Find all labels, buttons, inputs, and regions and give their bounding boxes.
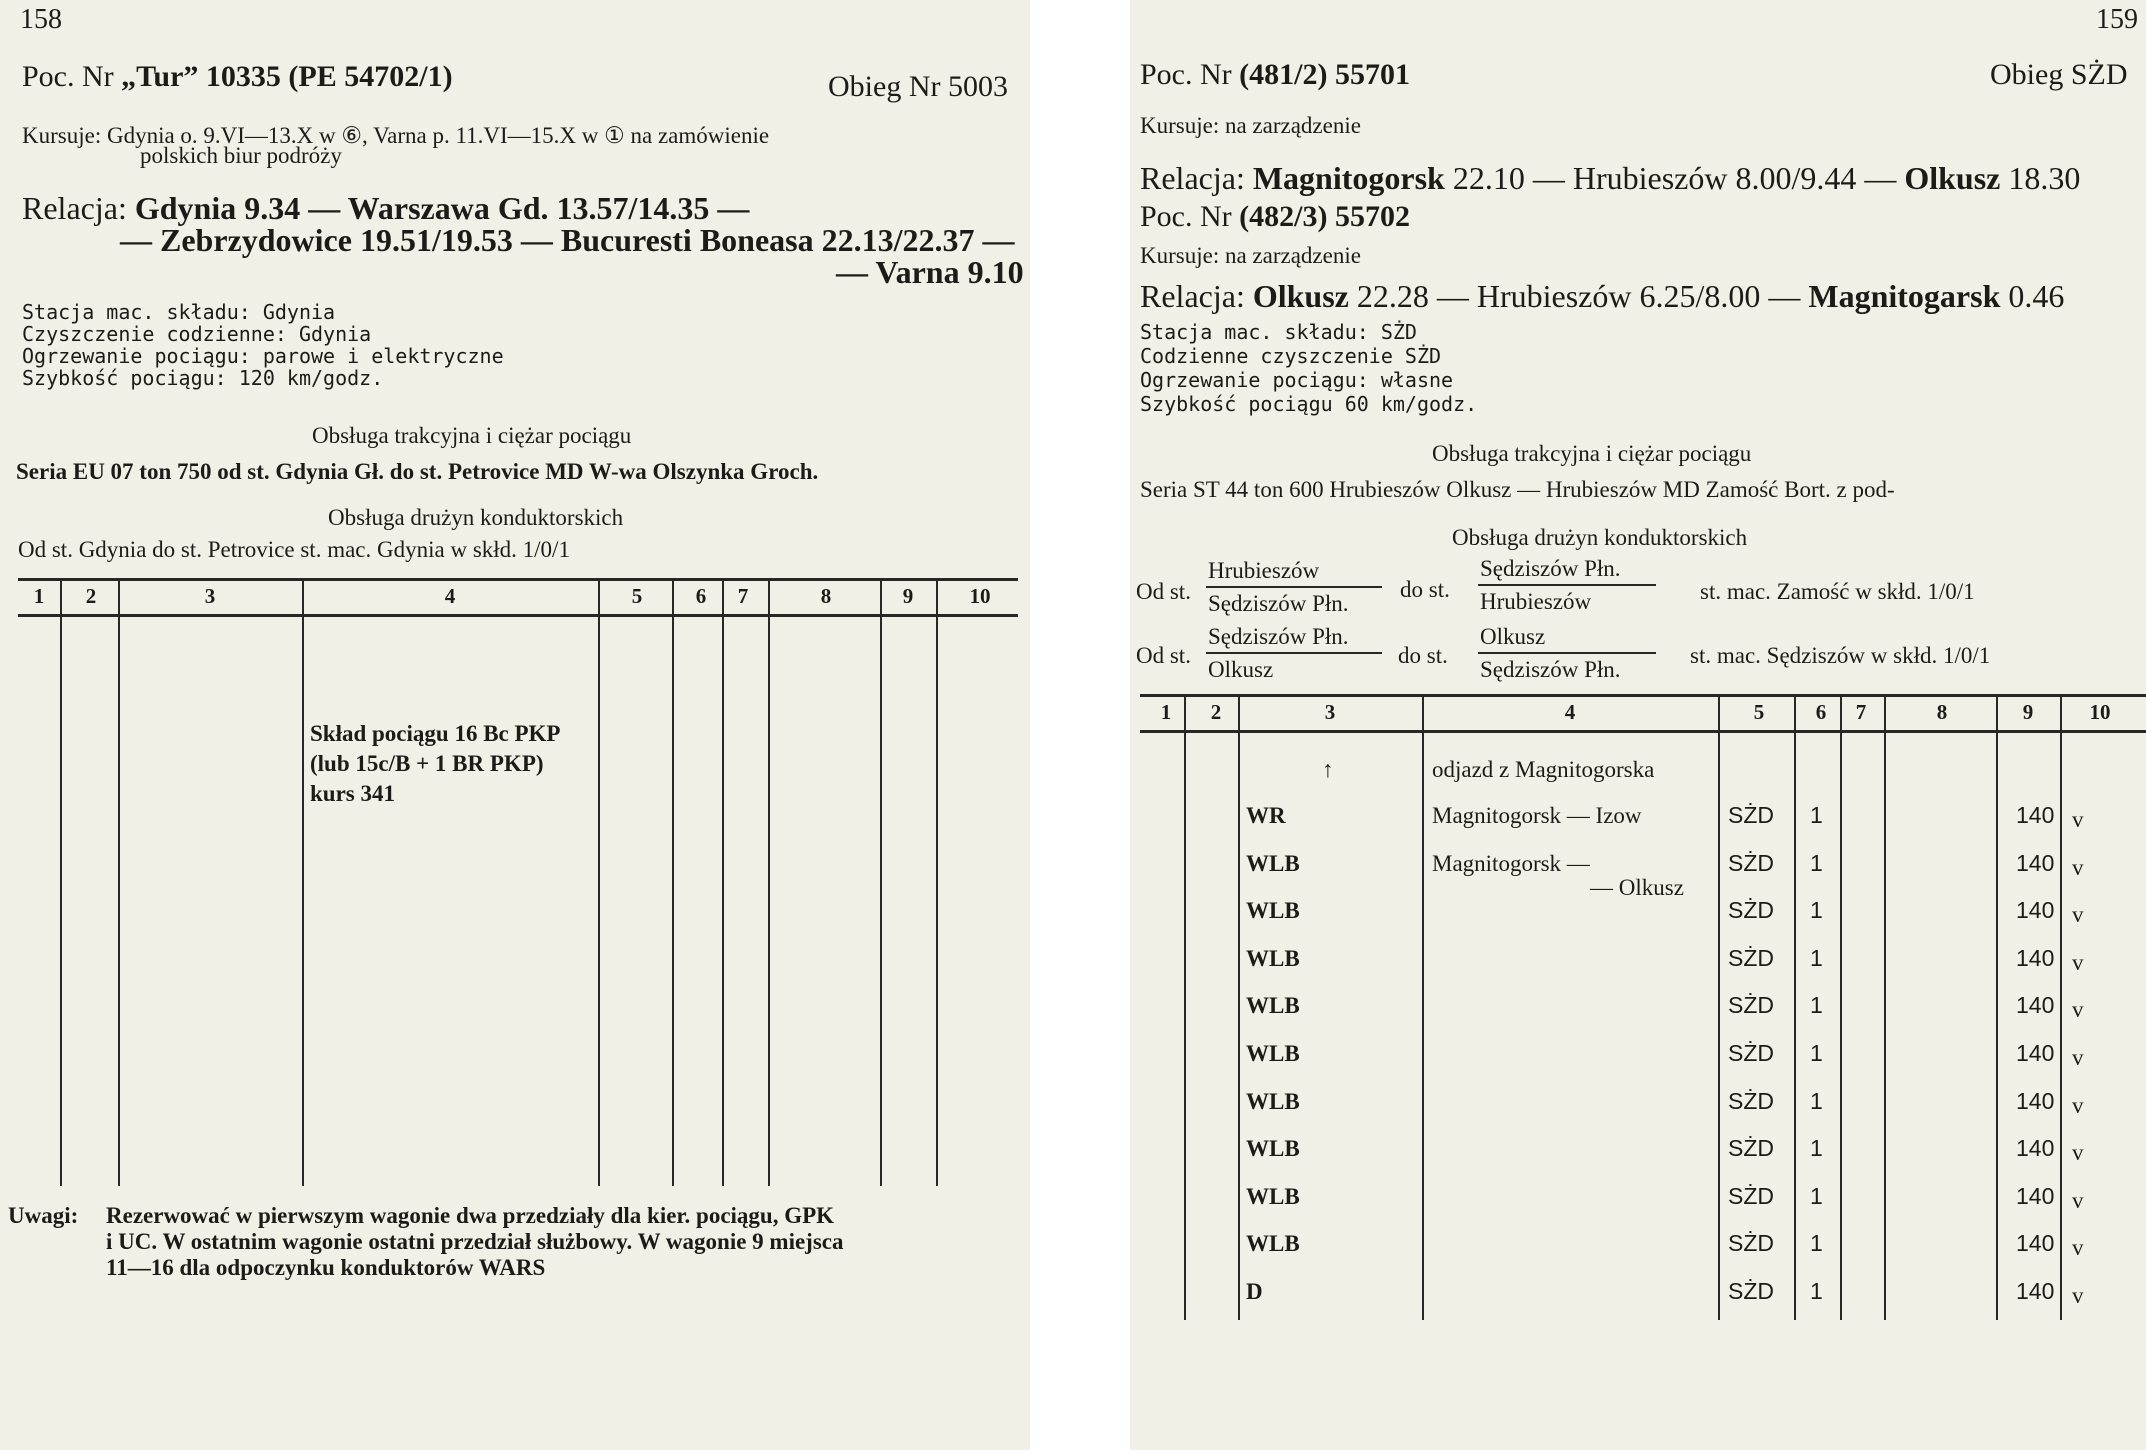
fraction-denominator: Hrubieszów xyxy=(1480,589,1592,614)
conductor-od-label: Od st. xyxy=(1136,579,1191,604)
car-type: WLB xyxy=(1246,898,1300,923)
column-divider xyxy=(1422,696,1424,1320)
column-divider xyxy=(118,580,120,1186)
column-divider xyxy=(1996,696,1998,1320)
train-2-relacja xyxy=(1140,280,2064,312)
page-number: 158 xyxy=(20,4,62,35)
conductor-heading: Obsługa drużyn konduktorskich xyxy=(1452,525,1748,550)
column-header: 8 xyxy=(1936,700,1948,724)
column-header: 4 xyxy=(1564,700,1576,724)
conductor-text: Od st. Gdynia do st. Petrovice st. mac. Gdynia w skłd. 1/0/1 xyxy=(18,537,570,562)
notes-line: 11—16 dla odpoczynku konduktorów WARS xyxy=(106,1255,546,1280)
car-count: 1 xyxy=(1810,1183,1823,1209)
relacja-line-3: — Varna 9.10 xyxy=(836,254,1024,290)
car-mark: v xyxy=(2072,997,2084,1022)
car-owner: SŻD xyxy=(1728,992,1774,1018)
column-header: 3 xyxy=(1324,700,1336,724)
column-divider xyxy=(60,580,62,1186)
fraction-numerator: Sędziszów Płn. xyxy=(1478,556,1656,586)
car-owner: SŻD xyxy=(1728,1088,1774,1114)
car-owner: SŻD xyxy=(1728,1183,1774,1209)
car-mark: v xyxy=(2072,1093,2084,1118)
title-prefix: Poc. Nr xyxy=(22,60,114,93)
relacja-destination: Olkusz xyxy=(1904,160,2001,196)
column-header: 9 xyxy=(902,584,914,608)
relacja-text: Gdynia 9.34 — Warszawa Gd. 13.57/14.35 — xyxy=(134,190,750,226)
title-main: „Tur” 10335 (PE 54702/1) xyxy=(121,60,453,93)
car-type: WLB xyxy=(1246,1136,1300,1161)
car-type: WLB xyxy=(1246,993,1300,1018)
traction-text: Seria ST 44 ton 600 Hrubieszów Olkusz — Hrubieszów MD Zamość Bort. z pod- xyxy=(1140,477,1895,502)
column-divider xyxy=(1184,696,1186,1320)
car-mark: v xyxy=(2072,855,2084,880)
column-divider xyxy=(1238,696,1240,1320)
car-route: Magnitogorsk — Izow xyxy=(1432,803,1642,828)
info-line: Czyszczenie codzienne: Gdynia xyxy=(22,322,372,346)
fraction-numerator: Hrubieszów xyxy=(1206,558,1382,588)
relacja-destination: Magnitogarsk xyxy=(1808,278,2001,314)
car-type: WLB xyxy=(1246,1184,1300,1209)
car-owner: SŻD xyxy=(1728,945,1774,971)
up-arrow-icon: ↑ xyxy=(1322,757,1334,782)
car-count: 1 xyxy=(1810,1278,1823,1304)
column-divider xyxy=(936,580,938,1186)
car-mark: v xyxy=(2072,1283,2084,1308)
column-header: 6 xyxy=(695,584,707,608)
fraction-numerator: Olkusz xyxy=(1478,624,1656,654)
car-owner: SŻD xyxy=(1728,1040,1774,1066)
car-count: 1 xyxy=(1810,945,1823,971)
car-route: Magnitogorsk — xyxy=(1432,851,1590,876)
circulation-number: Obieg Nr 5003 xyxy=(828,70,1008,103)
column-header: 2 xyxy=(1210,700,1222,724)
column-divider xyxy=(1794,696,1796,1320)
car-speed: 140 xyxy=(2016,1230,2055,1256)
car-speed: 140 xyxy=(2016,897,2055,923)
car-mark: v xyxy=(2072,1188,2084,1213)
column-divider xyxy=(1884,696,1886,1320)
conductor-do-label: do st. xyxy=(1400,577,1450,602)
column-header: 7 xyxy=(1855,700,1867,724)
car-count: 1 xyxy=(1810,1135,1823,1161)
info-line: Ogrzewanie pociągu: parowe i elektryczne xyxy=(22,344,504,368)
table-header-rule xyxy=(18,614,1018,617)
relacja-middle: 22.28 — Hrubieszów 6.25/8.00 — xyxy=(1348,278,1809,314)
car-owner: SŻD xyxy=(1728,802,1774,828)
car-speed: 140 xyxy=(2016,992,2055,1018)
notes-line: Rezerwować w pierwszym wagonie dwa przedziały dla kier. pociągu, GPK xyxy=(106,1203,835,1228)
train-2-kursuje: Kursuje: na zarządzenie xyxy=(1140,243,1361,268)
car-owner: SŻD xyxy=(1728,1135,1774,1161)
title-main: (482/3) 55702 xyxy=(1239,200,1410,233)
info-line: Szybkość pociągu 60 km/godz. xyxy=(1140,392,1478,416)
car-owner: SŻD xyxy=(1728,850,1774,876)
composition-line: (lub 15c/B + 1 BR PKP) xyxy=(310,751,544,776)
column-header: 10 xyxy=(2089,700,2111,724)
circulation-number: Obieg SŻD xyxy=(1990,58,2128,91)
column-divider xyxy=(722,580,724,1186)
train-title xyxy=(22,62,453,92)
car-mark: v xyxy=(2072,950,2084,975)
page-number: 159 xyxy=(2096,4,2138,35)
relacja-label: Relacja: xyxy=(22,190,127,226)
notes-label: Uwagi: xyxy=(8,1203,79,1228)
car-speed: 140 xyxy=(2016,850,2055,876)
car-count: 1 xyxy=(1810,1040,1823,1066)
car-count: 1 xyxy=(1810,1088,1823,1114)
title-prefix: Poc. Nr xyxy=(1140,58,1232,91)
relacja-arrival: 18.30 xyxy=(2000,160,2081,196)
conductor-heading: Obsługa drużyn konduktorskich xyxy=(328,505,624,530)
column-header: 8 xyxy=(820,584,832,608)
column-divider xyxy=(302,580,304,1186)
column-divider xyxy=(2060,696,2062,1320)
car-type: WLB xyxy=(1246,1231,1300,1256)
car-speed: 140 xyxy=(2016,1183,2055,1209)
car-count: 1 xyxy=(1810,850,1823,876)
column-header: 9 xyxy=(2022,700,2034,724)
column-divider xyxy=(768,580,770,1186)
relacja-arrival: 0.46 xyxy=(2000,278,2065,314)
column-header: 6 xyxy=(1815,700,1827,724)
car-type: WR xyxy=(1246,803,1286,828)
car-speed: 140 xyxy=(2016,945,2055,971)
info-line: Ogrzewanie pociągu: własne xyxy=(1140,368,1454,392)
table-top-rule xyxy=(18,578,1018,581)
train-2-title xyxy=(1140,202,1410,232)
column-divider xyxy=(880,580,882,1186)
kursuje-line: Kursuje: Gdynia o. 9.VI—13.X w ⑥, Varna p. 11.VI—15.X w ① na zamówienie xyxy=(22,123,770,148)
notes-line: i UC. W ostatnim wagonie ostatni przedział służbowy. W wagonie 9 miejsca xyxy=(106,1229,844,1254)
car-count: 1 xyxy=(1810,897,1823,923)
column-header: 3 xyxy=(204,584,216,608)
train-1-kursuje: Kursuje: na zarządzenie xyxy=(1140,113,1361,138)
title-prefix: Poc. Nr xyxy=(1140,200,1232,233)
car-type: WLB xyxy=(1246,946,1300,971)
relacja-label: Relacja: xyxy=(1140,160,1245,196)
column-divider xyxy=(1718,696,1720,1320)
column-header: 1 xyxy=(33,584,45,608)
info-line: Szybkość pociągu: 120 km/godz. xyxy=(22,366,384,390)
column-divider xyxy=(598,580,600,1186)
column-header: 1 xyxy=(1160,700,1172,724)
column-header: 4 xyxy=(444,584,456,608)
car-count: 1 xyxy=(1810,992,1823,1018)
car-speed: 140 xyxy=(2016,1278,2055,1304)
kursuje-continuation: polskich biur podróży xyxy=(140,143,342,168)
car-type: WLB xyxy=(1246,1041,1300,1066)
traction-heading: Obsługa trakcyjna i ciężar pociągu xyxy=(1432,441,1752,466)
car-route-continuation: — Olkusz xyxy=(1590,875,1684,900)
car-type: WLB xyxy=(1246,851,1300,876)
relacja-line-1 xyxy=(22,192,749,224)
car-mark: v xyxy=(2072,1045,2084,1070)
car-mark: v xyxy=(2072,807,2084,832)
car-owner: SŻD xyxy=(1728,897,1774,923)
column-divider xyxy=(672,580,674,1186)
fraction-denominator: Sędziszów Płn. xyxy=(1208,591,1349,616)
column-header: 7 xyxy=(737,584,749,608)
departure-note: odjazd z Magnitogorska xyxy=(1432,757,1655,782)
car-count: 1 xyxy=(1810,1230,1823,1256)
car-count: 1 xyxy=(1810,802,1823,828)
traction-text: Seria EU 07 ton 750 od st. Gdynia Gł. do st. Petrovice MD W-wa Olszynka Groch. xyxy=(16,459,819,484)
conductor-rest: st. mac. Zamość w skłd. 1/0/1 xyxy=(1700,579,1975,604)
info-line: Codzienne czyszczenie SŻD xyxy=(1140,344,1442,368)
car-type: D xyxy=(1246,1279,1263,1304)
left-page xyxy=(0,0,1030,1450)
composition-line: Skład pociągu 16 Bc PKP xyxy=(310,721,561,746)
relacja-origin: Olkusz xyxy=(1252,278,1349,314)
car-owner: SŻD xyxy=(1728,1278,1774,1304)
column-header: 10 xyxy=(969,584,991,608)
relacja-line-2: — Zebrzydowice 19.51/19.53 — Bucuresti Boneasa 22.13/22.37 — xyxy=(120,222,1015,258)
conductor-to-fraction xyxy=(1478,624,1656,683)
conductor-rest: st. mac. Sędziszów w skłd. 1/0/1 xyxy=(1690,643,1991,668)
fraction-denominator: Sędziszów Płn. xyxy=(1480,657,1621,682)
car-mark: v xyxy=(2072,1235,2084,1260)
column-header: 5 xyxy=(631,584,643,608)
column-header: 5 xyxy=(1753,700,1765,724)
column-divider xyxy=(1840,696,1842,1320)
conductor-do-label: do st. xyxy=(1398,643,1448,668)
conductor-from-fraction xyxy=(1206,624,1382,683)
conductor-od-label: Od st. xyxy=(1136,643,1191,668)
car-speed: 140 xyxy=(2016,1040,2055,1066)
car-owner: SŻD xyxy=(1728,1230,1774,1256)
composition-line: kurs 341 xyxy=(310,781,395,806)
car-speed: 140 xyxy=(2016,802,2055,828)
fraction-numerator: Sędziszów Płn. xyxy=(1206,624,1382,654)
train-1-title xyxy=(1140,60,1410,90)
car-mark: v xyxy=(2072,902,2084,927)
car-speed: 140 xyxy=(2016,1088,2055,1114)
conductor-from-fraction xyxy=(1206,558,1382,617)
title-main: (481/2) 55701 xyxy=(1239,58,1410,91)
traction-heading: Obsługa trakcyjna i ciężar pociągu xyxy=(312,423,632,448)
conductor-to-fraction xyxy=(1478,556,1656,615)
car-speed: 140 xyxy=(2016,1135,2055,1161)
car-type: WLB xyxy=(1246,1089,1300,1114)
info-line: Stacja mac. składu: SŻD xyxy=(1140,320,1417,344)
relacja-label: Relacja: xyxy=(1140,278,1245,314)
fraction-denominator: Olkusz xyxy=(1208,657,1274,682)
relacja-origin: Magnitogorsk xyxy=(1252,160,1445,196)
right-page xyxy=(1130,0,2146,1450)
train-1-relacja xyxy=(1140,162,2080,194)
car-mark: v xyxy=(2072,1140,2084,1165)
column-header: 2 xyxy=(85,584,97,608)
relacja-middle: 22.10 — Hrubieszów 8.00/9.44 — xyxy=(1444,160,1905,196)
info-line: Stacja mac. składu: Gdynia xyxy=(22,300,336,324)
